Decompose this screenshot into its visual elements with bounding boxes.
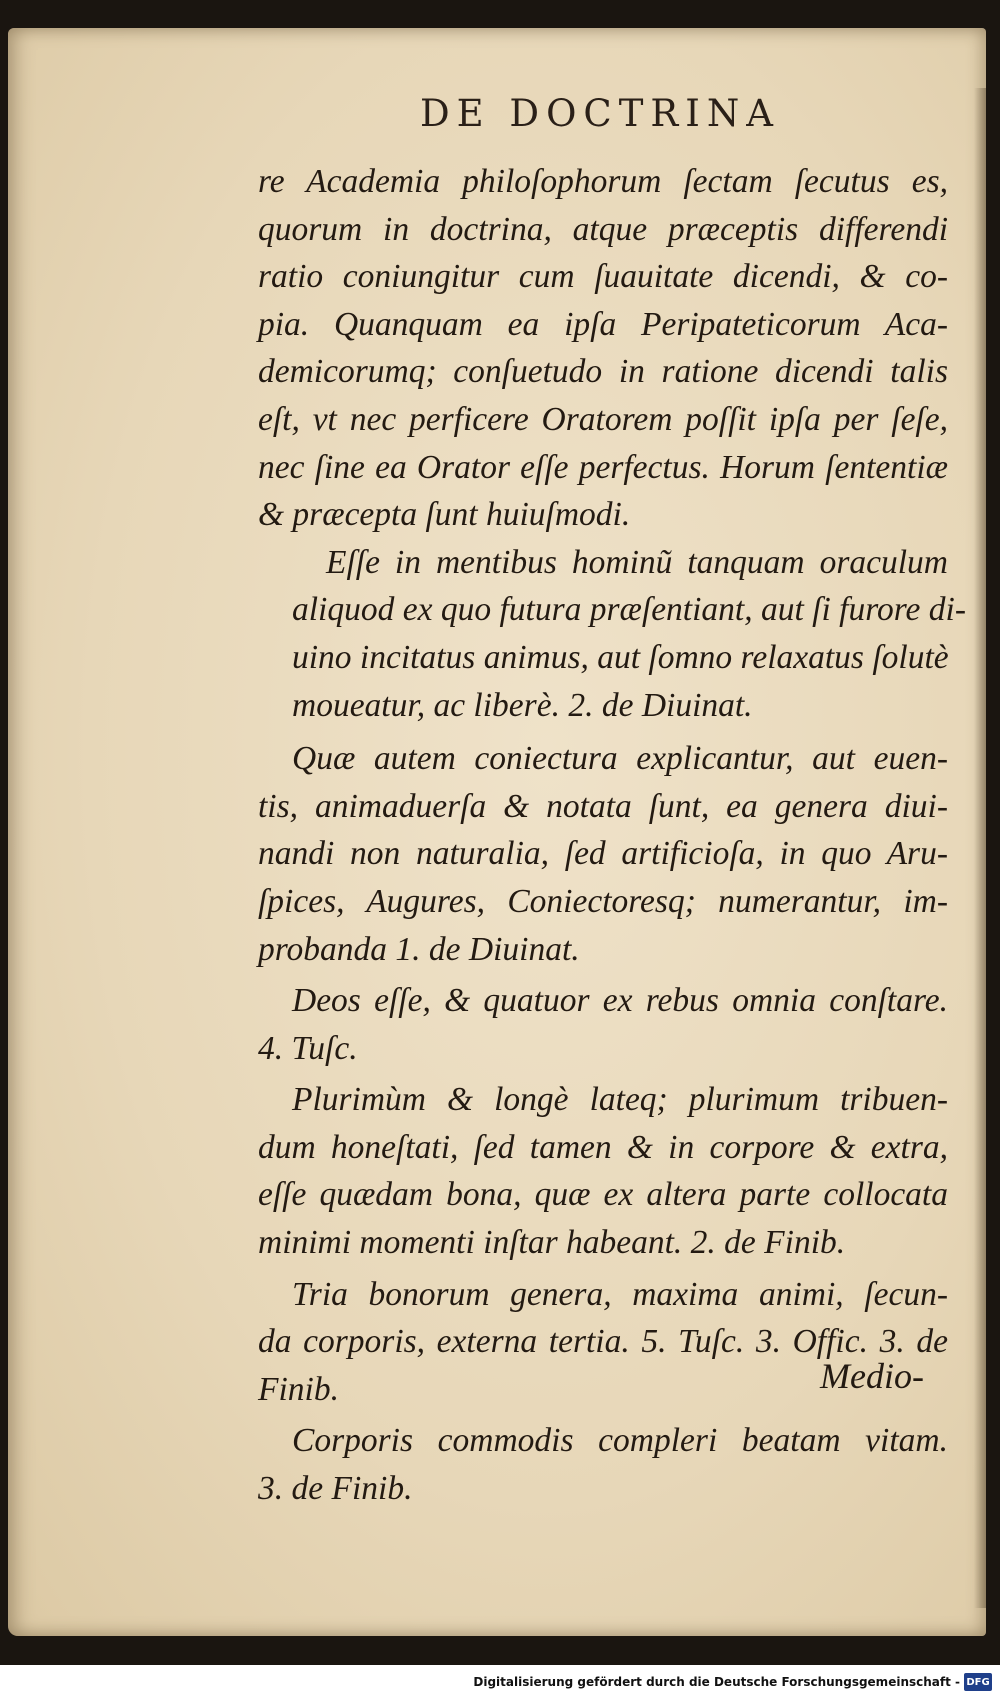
running-head: DE DOCTRINA [420,92,780,135]
text-line: eſſe quædam bona, quæ ex altera parte collocata [258,1176,948,1214]
text-line: demicorumq; conſuetudo in ratione dicendi talis [258,353,948,391]
catchword: Medio- [820,1356,924,1396]
text-line: re Academia philoſophorum ſectam ſecutus es, [258,163,948,200]
paragraph-gods [258,977,948,1072]
text-line: ratio coniungitur cum ſuauitate dicendi, & co- [258,258,948,296]
body-text [258,158,967,1513]
text-line: nandi non naturalia, ſed artificioſa, in quo Aru- [258,835,948,873]
text-line: dum honeſtati, ſed tamen & in corpore & extra, [258,1128,948,1166]
text-line: Tria bonorum genera, maxima animi, ſecun- [292,1275,948,1313]
text-line: aliquod ex quo futura præſentiant, aut ſi furore di- [292,591,967,629]
paragraph-divination-natural [258,539,967,729]
text-line: ſpices, Augures, Coniectoresq; numerantur, im- [258,882,948,920]
text-line: Corporis commodis compleri beatam vitam. [292,1422,948,1460]
text-line: Eſſe in mentibus hominũ tanquam oraculum [326,543,948,581]
paragraph-bodily-goods [258,1417,948,1512]
text-line: Plurimùm & longè lateq; plurimum tribuen- [292,1081,948,1119]
text-line: Quæ autem coniectura explicantur, aut euen- [292,740,948,778]
text-line: minimi momenti inſtar habeant. 2. de Finib. [258,1224,846,1262]
text-line: 4. Tuſc. [258,1029,358,1067]
page-edge-shadow [974,88,986,1608]
text-line: quorum in doctrina, atque præceptis differendi [258,210,948,248]
text-line: & præcepta ſunt huiuſmodi. [258,496,631,534]
text-line: uino incitatus animus, aut ſomno relaxatus ſolutè [292,638,949,676]
text-line: probanda 1. de Diuinat. [258,930,580,968]
text-line: 3. de Finib. [258,1470,413,1508]
text-line: moueatur, ac liberè. 2. de Diuinat. [292,686,753,724]
paragraph-divination-artificial [258,735,948,973]
continuation-paragraph [258,158,948,539]
footer-credit: Digitalisierung gefördert durch die Deutsche Forschungsgemeinschaft - [473,1675,960,1689]
dfg-logo: DFG [964,1673,992,1691]
text-line: nec ſine ea Orator eſſe perfectus. Horum ſententiæ [258,448,948,486]
text-line: eſt, vt nec perficere Oratorem poſſit ipſa per ſeſe, [258,400,948,438]
text-line: Finib. [258,1370,339,1408]
text-line: da corporis, externa tertia. 5. Tuſc. 3. Offic. 3. de [258,1323,948,1361]
text-line: pia. Quanquam ea ipſa Peripateticorum Aca- [258,305,948,343]
text-line: tis, animaduerſa & notata ſunt, ea genera diui- [258,787,948,825]
footer-bar [0,1665,1000,1701]
paragraph-honestas [258,1076,948,1266]
text-line: Deos eſſe, & quatuor ex rebus omnia conſtare. [292,982,948,1020]
